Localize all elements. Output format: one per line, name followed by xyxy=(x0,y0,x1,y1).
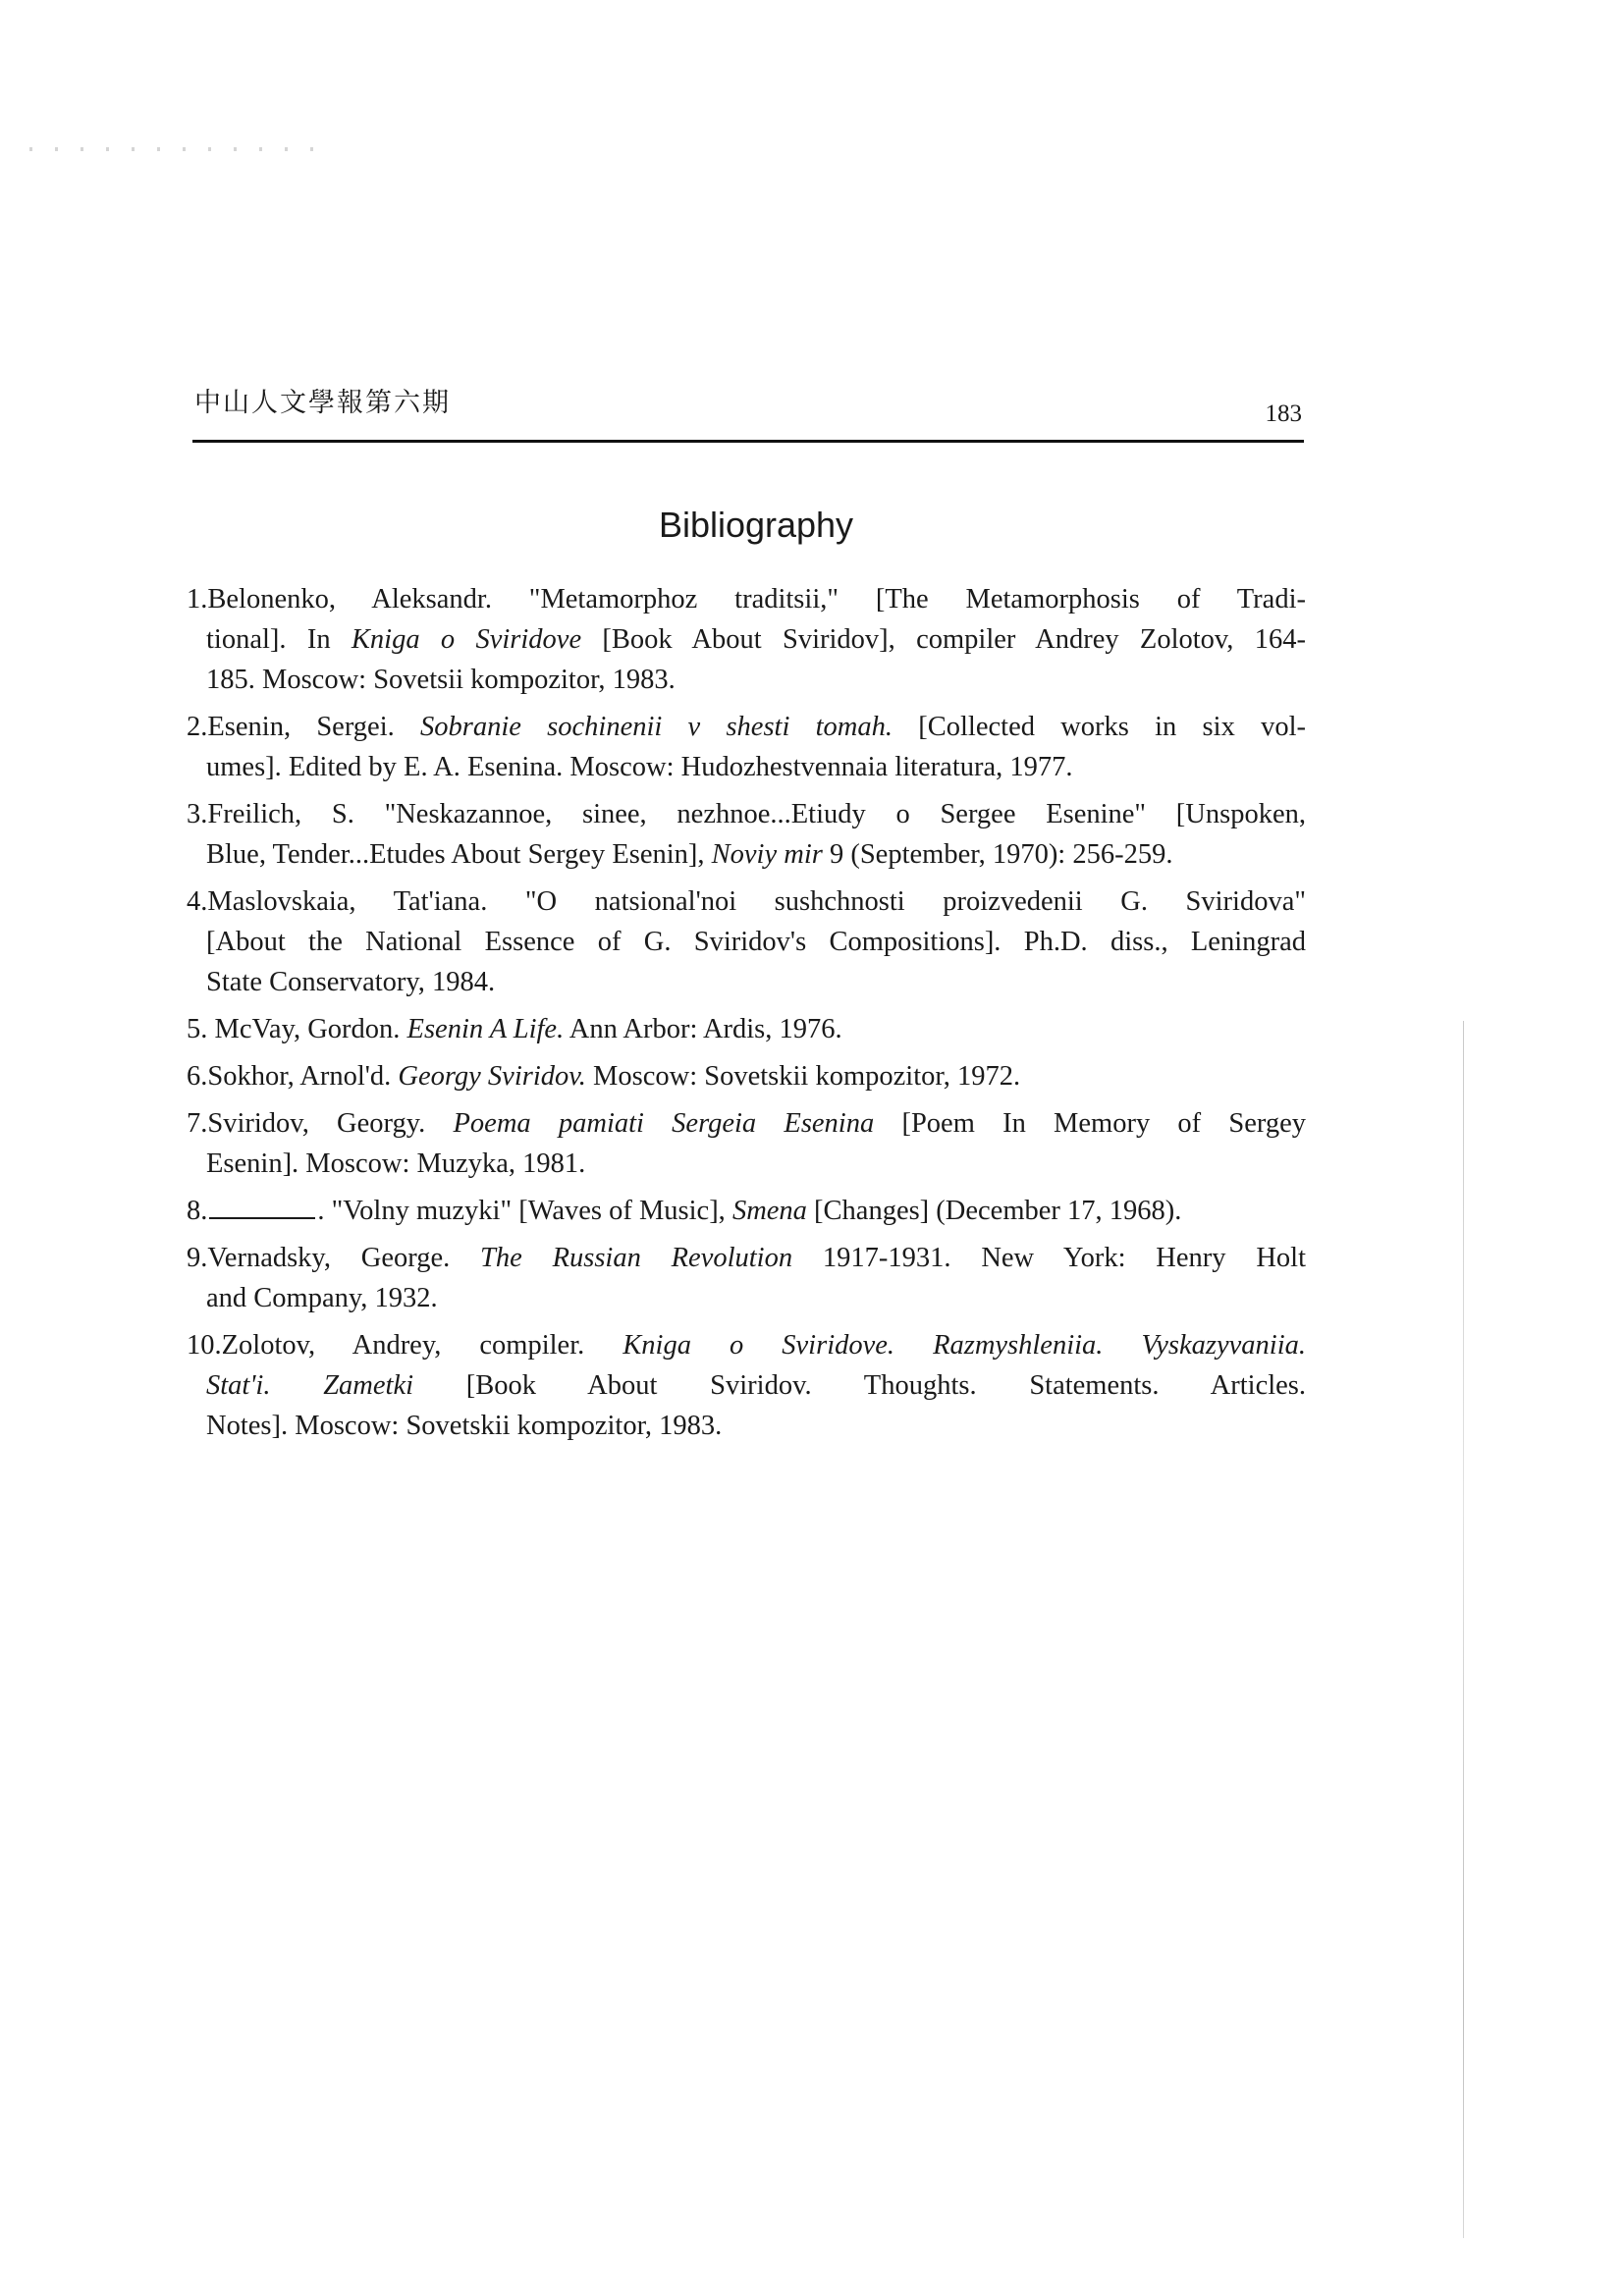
work-title: Stat'i. Zametki xyxy=(206,1370,414,1401)
entry-line xyxy=(187,881,1306,922)
entry-text: . "Volny muzyki" [Waves of Music], xyxy=(317,1196,732,1226)
entry-line xyxy=(187,747,1306,787)
entry-line xyxy=(187,834,1306,875)
bibliography-entry xyxy=(187,707,1306,787)
running-header xyxy=(192,379,1304,443)
entry-text: [About the National Essence of G. Sviridov's Compositions]. Ph.D. diss., Leningrad xyxy=(206,927,1306,957)
bibliography-entry xyxy=(187,1325,1306,1446)
entry-text: tional]. In xyxy=(206,624,352,655)
entry-line xyxy=(187,579,1306,619)
entry-text: Esenin, Sergei. xyxy=(207,712,420,742)
entry-line xyxy=(187,660,1306,700)
work-title: Poema pamiati Sergeia Esenina xyxy=(453,1108,875,1139)
scan-artifact xyxy=(29,147,324,151)
entry-text: Sviridov, Georgy. xyxy=(207,1108,454,1139)
entry-line xyxy=(187,1144,1306,1184)
entry-line xyxy=(187,794,1306,834)
entry-line xyxy=(187,1009,1306,1049)
entry-number: 4. xyxy=(187,886,208,917)
entry-text: Freilich, S. "Neskazannoe, sinee, nezhnoe...Etiudy o Sergee Esenine" [Unspoken, xyxy=(207,799,1306,829)
entry-line xyxy=(187,962,1306,1002)
bibliography-entry xyxy=(187,1238,1306,1318)
entry-line xyxy=(187,922,1306,962)
entry-line xyxy=(187,619,1306,660)
entry-text: [Poem In Memory of Sergey xyxy=(874,1108,1307,1139)
bibliography-heading: Bibliography xyxy=(658,505,854,545)
entry-number: 10. xyxy=(187,1330,222,1361)
entry-text: [Book About Sviridov. Thoughts. Statements. Articles. xyxy=(413,1370,1306,1401)
entry-number: 1. xyxy=(187,584,208,614)
entry-line xyxy=(187,1191,1306,1231)
entry-number: 5. xyxy=(187,1014,215,1044)
work-title: Kniga o Sviridove xyxy=(351,624,582,655)
entry-text: umes]. Edited by E. A. Esenina. Moscow: Hudozhestvennaia literatura, 1977. xyxy=(206,752,1073,782)
bibliography-entry xyxy=(187,579,1306,700)
work-title: Smena xyxy=(731,1196,807,1226)
entry-number: 2. xyxy=(187,712,208,742)
entry-line xyxy=(187,1056,1306,1096)
entry-line xyxy=(187,1325,1306,1365)
entry-text: Ann Arbor: Ardis, 1976. xyxy=(564,1014,842,1044)
entry-text: [Collected works in six vol- xyxy=(893,712,1306,742)
work-title: Kniga o Sviridove. Razmyshleniia. Vyskazyvaniia. xyxy=(623,1330,1306,1361)
entry-text: State Conservatory, 1984. xyxy=(206,967,496,997)
entry-line xyxy=(187,1406,1306,1446)
entry-text: Maslovskaia, Tat'iana. "O natsional'noi sushchnosti proizvedenii G. Sviridova" xyxy=(207,886,1306,917)
entry-line xyxy=(187,1103,1306,1144)
entry-number: 3. xyxy=(187,799,208,829)
bibliography-entry xyxy=(187,1056,1306,1096)
entry-text: Notes]. Moscow: Sovetskii kompozitor, 1983. xyxy=(206,1411,723,1441)
scan-edge-line xyxy=(1463,1021,1464,2238)
entry-text: Vernadsky, George. xyxy=(207,1243,481,1273)
journal-title: 中山人文學報第六期 xyxy=(194,388,451,418)
entry-line xyxy=(187,707,1306,747)
work-title: Noviy mir xyxy=(711,839,823,870)
bibliography-entry xyxy=(187,794,1306,875)
entry-text: Moscow: Sovetskii kompozitor, 1972. xyxy=(585,1061,1021,1092)
entry-text: McVay, Gordon. xyxy=(214,1014,407,1044)
entry-text: Sokhor, Arnol'd. xyxy=(207,1061,399,1092)
entry-text: Esenin]. Moscow: Muzyka, 1981. xyxy=(206,1148,586,1179)
entry-text: [Book About Sviridov], compiler Andrey Zolotov, 164- xyxy=(581,624,1306,655)
entry-text: 185. Moscow: Sovetsii kompozitor, 1983. xyxy=(206,665,676,695)
entry-number: 8. xyxy=(187,1196,208,1226)
bibliography-entry xyxy=(187,1009,1306,1049)
entry-line xyxy=(187,1365,1306,1406)
entry-line xyxy=(187,1238,1306,1278)
bibliography-entry xyxy=(187,881,1306,1002)
entry-number: 9. xyxy=(187,1243,208,1273)
work-title: Esenin A Life. xyxy=(406,1014,565,1044)
entry-number: 6. xyxy=(187,1061,208,1092)
entry-text: Belonenko, Aleksandr. "Metamorphoz traditsii," [The Metamorphosis of Tradi- xyxy=(207,584,1306,614)
page-number: 183 xyxy=(1265,400,1302,427)
bibliography-entry xyxy=(187,1191,1306,1231)
work-title: Georgy Sviridov. xyxy=(398,1061,586,1092)
entry-text: Blue, Tender...Etudes About Sergey Esenin], xyxy=(206,839,712,870)
work-title: Sobranie sochinenii v shesti tomah. xyxy=(420,712,893,742)
ditto-blank-line xyxy=(209,1216,315,1219)
bibliography-list xyxy=(187,579,1306,1453)
entry-text: 9 (September, 1970): 256-259. xyxy=(822,839,1173,870)
entry-text: 1917-1931. New York: Henry Holt xyxy=(792,1243,1306,1273)
entry-text: [Changes] (December 17, 1968). xyxy=(806,1196,1182,1226)
entry-text: Zolotov, Andrey, compiler. xyxy=(221,1330,623,1361)
work-title: The Russian Revolution xyxy=(480,1243,793,1273)
entry-line xyxy=(187,1278,1306,1318)
bibliography-entry xyxy=(187,1103,1306,1184)
entry-text: and Company, 1932. xyxy=(206,1283,438,1313)
entry-number: 7. xyxy=(187,1108,208,1139)
